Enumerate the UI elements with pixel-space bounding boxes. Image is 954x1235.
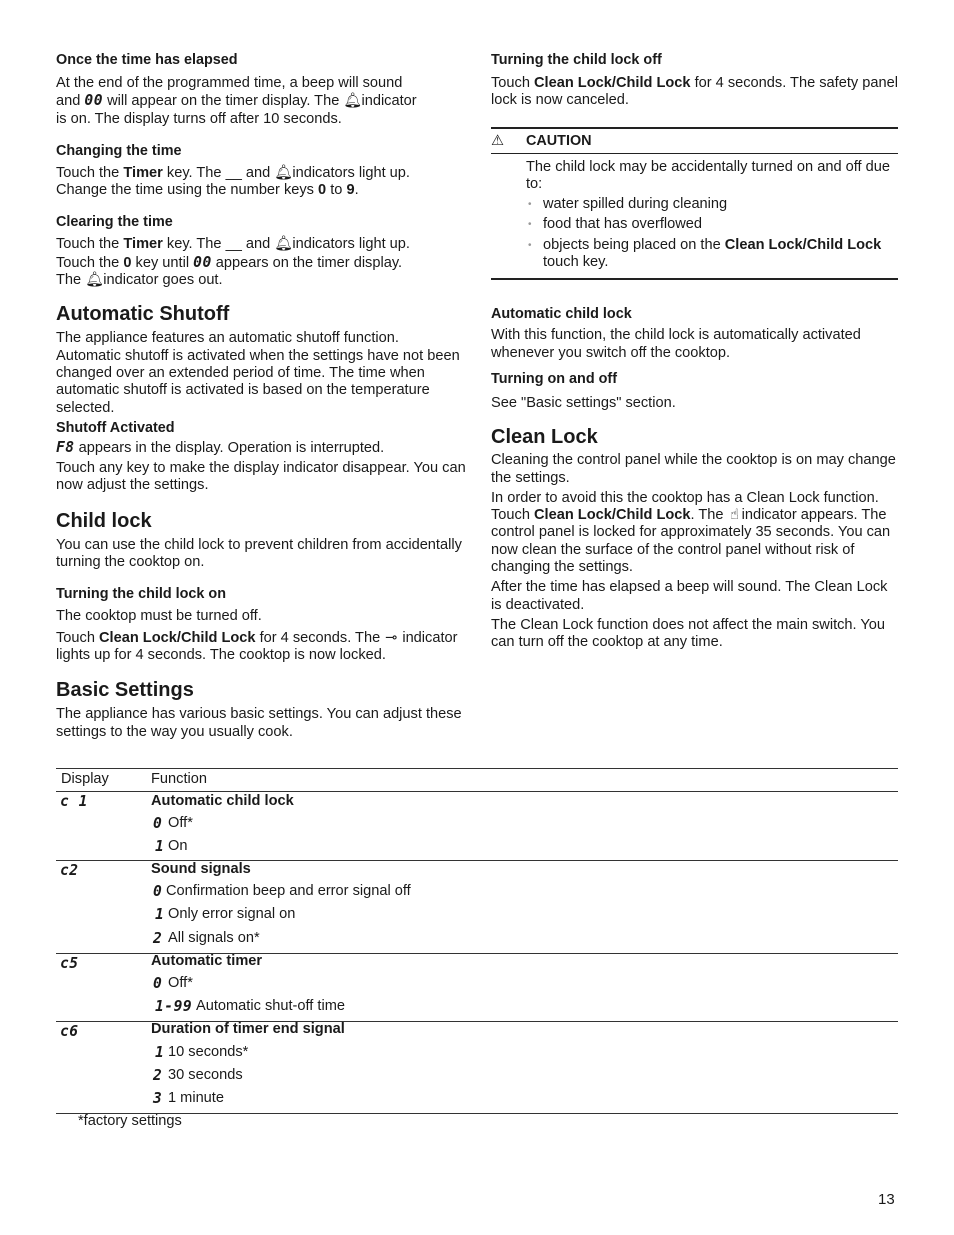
column-header-function: Function (151, 771, 207, 787)
left-column (56, 52, 466, 741)
option-text: 1 minute (168, 1090, 224, 1106)
page-number: 13 (878, 1191, 895, 1208)
heading-changing-time: Changing the time (56, 142, 182, 159)
display-00: 00 (193, 253, 212, 271)
bell-icon: 🔔︎ (343, 93, 362, 110)
paragraph-clearing-time: Touch the Timer key. The __ and 🔔︎ indicators light up. Touch the 0 key until 00 appears on the timer display. The 🔔︎ indicator goes out. (56, 236, 410, 289)
row-divider (56, 1113, 898, 1114)
paragraph-child-lock-on: Touch Clean Lock/Child Lock for 4 seconds. The ⊸ indicator lights up for 4 seconds. The cooktop is now locked. (56, 629, 458, 663)
option-text: On (168, 838, 188, 854)
column-header-display: Display (61, 771, 109, 787)
setting-title: Duration of timer end signal (151, 1021, 345, 1037)
heading-turning-on-off: Turning on and off (491, 370, 618, 387)
paragraph-time-elapsed: At the end of the programmed time, a beep will sound and 00 will appear on the timer display. The 🔔︎ indicator is on. The display turns off after 10 seconds. (56, 75, 417, 127)
paragraph-child-lock: You can use the child lock to prevent children from accidentally turning the cooktop on. (56, 536, 462, 571)
caution-box (491, 127, 898, 281)
display-00: 00 (84, 92, 103, 110)
heading-child-lock: Child lock (56, 509, 152, 532)
paragraph-clean-lock-4: The Clean Lock function does not affect the main switch. You can turn off the cooktop at any time. (491, 616, 886, 651)
caution-list (526, 196, 898, 271)
list-item: • water spilled during cleaning (526, 196, 898, 213)
display-code: c 1 (60, 793, 88, 810)
display-f8: F8 (56, 438, 75, 456)
table-header (56, 768, 898, 792)
option-value: 2 (153, 1067, 163, 1084)
caution-body (526, 159, 898, 272)
setting-title: Sound signals (151, 861, 251, 877)
setting-title: Automatic child lock (151, 793, 294, 809)
option-value: 3 (153, 1090, 163, 1107)
caution-text: The child lock may be accidentally turned on and off due to: (526, 158, 890, 192)
table-row (56, 792, 898, 860)
heading-time-elapsed: Once the time has elapsed (56, 52, 238, 68)
option-text: 30 seconds (168, 1067, 243, 1083)
paragraph-clean-lock-3: After the time has elapsed a beep will sound. The Clean Lock is deactivated. (491, 579, 888, 613)
display-code: c2 (60, 862, 79, 879)
list-item: • food that has overflowed (526, 216, 898, 233)
heading-clean-lock: Clean Lock (491, 426, 598, 449)
bell-icon: 🔔︎ (85, 272, 104, 289)
option-value: 0 (153, 883, 163, 900)
option-text: Confirmation beep and error signal off (166, 883, 411, 899)
option-value: 1 (155, 906, 165, 923)
paragraph-changing-time: Touch the Timer key. The __ and 🔔︎ indicators light up. Change the time using the number keys 0 to 9. (56, 164, 410, 199)
paragraph-basic-settings: The appliance has various basic settings. You can adjust these settings to the way you usually cook. (56, 706, 462, 740)
option-value: 1 (155, 1044, 165, 1061)
table-row (56, 954, 898, 1021)
paragraph-turning-on-off: See "Basic settings" section. (491, 394, 676, 411)
paragraph-shutoff-activated: F8 appears in the display. Operation is interrupted. (56, 438, 385, 456)
caution-header (491, 133, 898, 154)
heading-automatic-shutoff: Automatic Shutoff (56, 303, 230, 326)
footnote: *factory settings (78, 1113, 182, 1129)
option-text: Automatic shut-off time (196, 998, 345, 1014)
option-value: 2 (153, 930, 163, 947)
option-text: Off* (168, 815, 193, 831)
option-value: 1-99 (155, 998, 193, 1015)
caution-title: CAUTION (526, 132, 592, 149)
option-value: 0 (153, 975, 163, 992)
heading-shutoff-activated: Shutoff Activated (56, 419, 175, 436)
list-item: • objects being placed on the Clean Lock/Child Lock touch key. (526, 237, 898, 272)
key-icon: ⊸ (385, 629, 398, 646)
bell-icon: 🔔︎ (274, 164, 293, 181)
option-text: All signals on* (168, 930, 260, 946)
option-text: Off* (168, 975, 193, 991)
display-code: c5 (60, 955, 79, 972)
option-text: 10 seconds* (168, 1044, 249, 1060)
paragraph-clean-lock-1: Cleaning the control panel while the cooktop is on may change the settings. (491, 452, 896, 486)
option-value: 0 (153, 815, 163, 832)
bell-icon: 🔔︎ (274, 236, 293, 253)
paragraph-touch-any-key: Touch any key to make the display indicator disappear. You can now adjust the settings. (56, 460, 466, 494)
table-row (56, 861, 898, 953)
hand-icon: ☝︎ (730, 507, 740, 524)
warning-icon: ⚠ (491, 132, 505, 149)
paragraph-automatic-shutoff: The appliance features an automatic shutoff function. Automatic shutoff is activated when the settings have not been changed over an extended period of time. The time when automatic shutoff is activated is based on the temperature selected. (56, 330, 460, 416)
heading-basic-settings: Basic Settings (56, 679, 194, 702)
option-value: 1 (155, 838, 165, 855)
paragraph-cooktop-off: The cooktop must be turned off. (56, 608, 262, 625)
paragraph-automatic-child-lock: With this function, the child lock is automatically activated whenever you switch off the cooktop. (491, 327, 861, 361)
heading-clearing-time: Clearing the time (56, 214, 173, 231)
paragraph-clean-lock-2: In order to avoid this the cooktop has a Clean Lock function. Touch Clean Lock/Child Lock. The ☝︎ indicator appears. The control panel is locked for approximately 35 seconds. You can now clean the surface of the control panel without risk of changing the settings. (491, 489, 891, 576)
setting-title: Automatic timer (151, 953, 263, 969)
right-column (491, 52, 898, 652)
table-row (56, 1022, 898, 1113)
heading-automatic-child-lock: Automatic child lock (491, 306, 632, 323)
display-code: c6 (60, 1023, 79, 1040)
paragraph-child-lock-off: Touch Clean Lock/Child Lock for 4 seconds. The safety panel lock is now canceled. (491, 75, 898, 109)
heading-child-lock-on: Turning the child lock on (56, 586, 227, 603)
option-text: Only error signal on (168, 906, 296, 922)
heading-child-lock-off: Turning the child lock off (491, 52, 662, 68)
